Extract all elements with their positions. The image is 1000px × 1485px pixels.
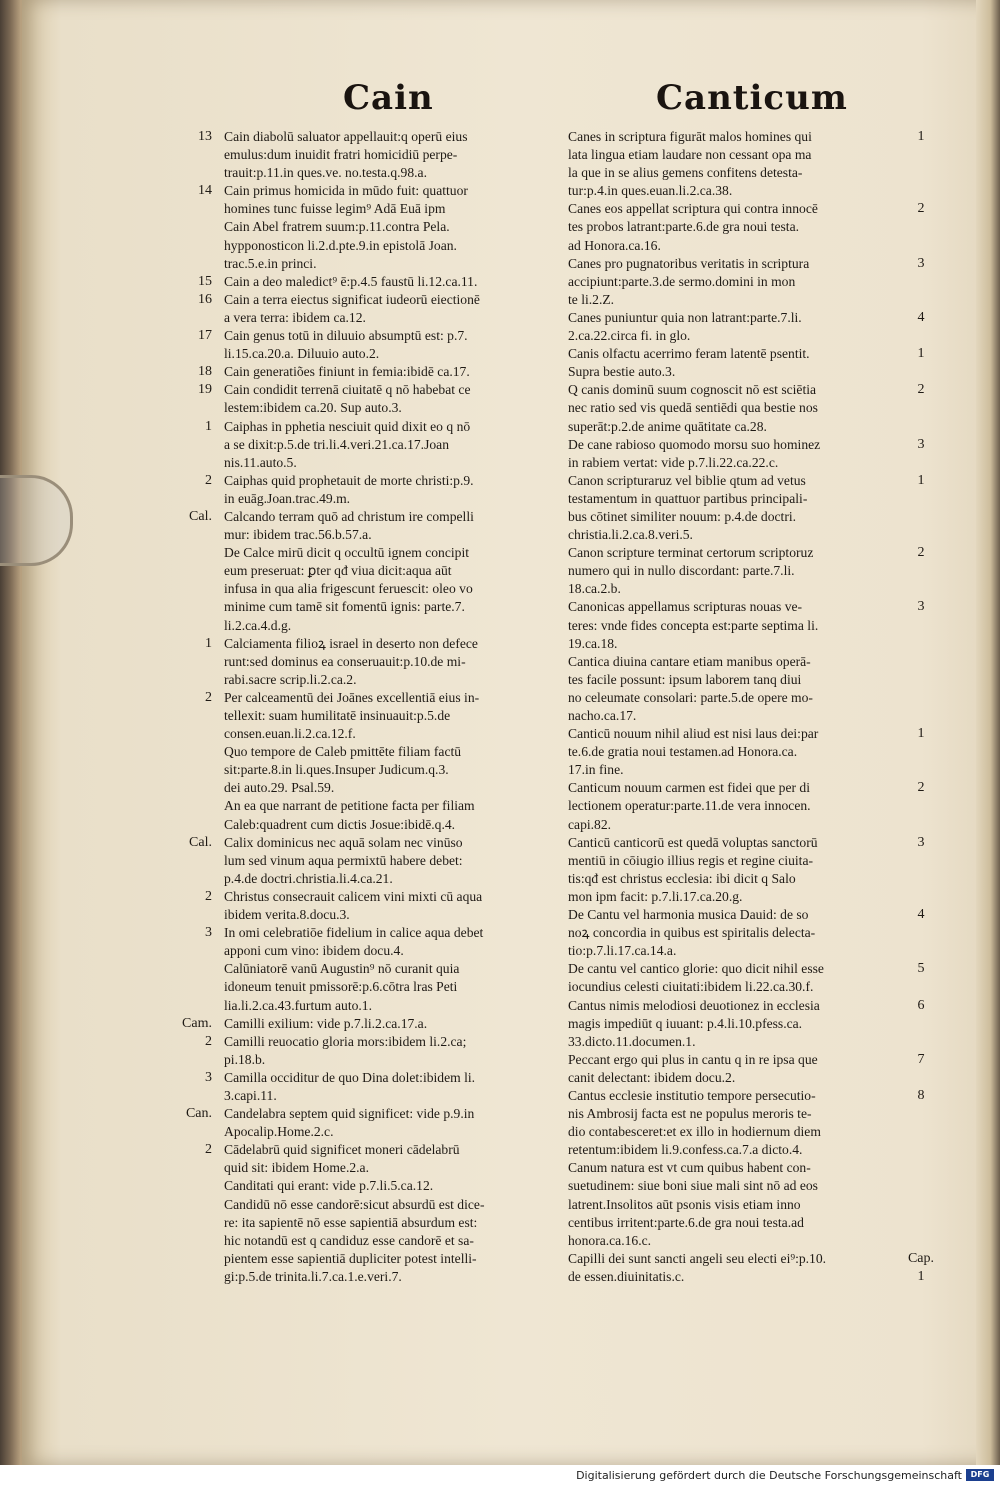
index-entry bbox=[568, 1250, 938, 1286]
index-entry bbox=[568, 725, 938, 779]
entry-number: 2 bbox=[205, 888, 212, 904]
entry-text: Calcando terram quō ad christum ire compelli mur: ibidem trac.56.b.57.a. bbox=[224, 508, 474, 543]
entry-number: 2 bbox=[205, 689, 212, 705]
index-entry bbox=[170, 327, 565, 363]
entry-number: 15 bbox=[198, 273, 212, 289]
index-entry bbox=[568, 128, 938, 200]
entry-number: 5 bbox=[917, 961, 925, 977]
entry-number: 3 bbox=[917, 255, 925, 271]
entry-number: 13 bbox=[198, 129, 212, 144]
entry-number: 2 bbox=[205, 1142, 212, 1158]
entry-text: De Cantu vel harmonia musica Dauid: de so noꝝ concordia in quibus est spiritalis delecta- tio:p.7.li.17.ca.14.a. bbox=[568, 907, 816, 959]
index-entry bbox=[170, 1196, 565, 1286]
entry-number: 3 bbox=[205, 1069, 212, 1085]
index-entry bbox=[170, 924, 565, 960]
entry-text: Canon scripture terminat certorum scriptoruz numero qui in nullo discordant: parte.7.li. 18.ca.2.b. bbox=[568, 545, 814, 597]
digitization-footer bbox=[0, 1465, 1000, 1485]
index-entry bbox=[568, 1087, 938, 1159]
entry-text: Caiphas quid prophetauit de morte christi:p.9. in euāg.Joan.trac.49.m. bbox=[224, 472, 474, 506]
index-entry bbox=[170, 291, 565, 327]
entry-text: Calciamenta filioꝝ israel in deserto non defece runt:sed dominus ea conseruauit:p.10.de mi- rabi.sacre scrip.li.2.ca.2. bbox=[224, 635, 478, 687]
entry-number: 2 bbox=[917, 780, 925, 796]
index-entry bbox=[170, 960, 565, 1014]
index-entry bbox=[568, 381, 938, 435]
entry-text: Christus consecrauit calicem vini mixti cū aqua ibidem verita.8.docu.3. bbox=[224, 888, 483, 923]
entry-text: Cain generatiões finiunt in femia:ibidē ca.17. bbox=[224, 364, 470, 380]
index-entry bbox=[568, 1051, 938, 1087]
entry-text: Calūniatorē vanū Augustin⁹ nō curanit quia idoneum tenuit pmissorē:p.6.cōtra lras Peti lia.li.2.ca.43.furtum auto.1. bbox=[224, 961, 460, 1013]
entry-text: Cain a deo maledict⁹ ē:p.4.5 faustū li.12.ca.11. bbox=[224, 273, 478, 289]
running-head-right: Canticum bbox=[656, 78, 848, 118]
entry-number: 2 bbox=[917, 201, 925, 217]
entry-text: Peccant ergo qui plus in cantu q in re ipsa que canit delectant: ibidem docu.2. bbox=[568, 1051, 818, 1085]
entry-text: Canes in scriptura figurāt malos homines qui lata lingua etiam laudare non cessant opa ma la que in se alius gemens confitens detesta- tur:p.4.in ques.euan.li.2.ca.38. bbox=[568, 129, 812, 199]
index-entry bbox=[568, 255, 938, 309]
entry-text: Cain diabolū saluator appellauit:q operū eius emulus:dum inuidit fratri homicidiū perpe- trauit:p.11.in ques.ve. no.testa.q.98.a. bbox=[224, 129, 468, 181]
index-entry bbox=[170, 363, 565, 381]
index-entry bbox=[170, 1015, 565, 1033]
entry-number: 4 bbox=[917, 309, 925, 325]
entry-text: Cain primus homicida in mūdo fuit: quattuor homines tunc fuisse legim⁹ Adā Euā ipm Cain Abel fratrem suum:p.11.contra Pela. hypponosticon li.2.d.pte.9.in epistolā Joan. trac.5.e.in princi. bbox=[224, 183, 468, 271]
index-entry bbox=[170, 128, 565, 182]
entry-text: Cantica diuina cantare etiam manibus operā- tes facile possunt: ipsum laborem tanq diui no celeumate consolari: parte.5.de opere mo- nacho.ca.17. bbox=[568, 653, 813, 723]
index-entry bbox=[170, 1177, 565, 1195]
index-entry bbox=[170, 418, 565, 472]
entry-number: 1 bbox=[205, 635, 212, 651]
funding-credit: Digitalisierung gefördert durch die Deutsche Forschungsgemeinschaft bbox=[576, 1469, 962, 1482]
index-entry bbox=[170, 544, 565, 634]
index-entry bbox=[170, 1033, 565, 1069]
entry-text: Canticū nouum nihil aliud est nisi laus dei:par te.6.de gratia noui testamen.ad Honora.ca. 17.in fine. bbox=[568, 726, 819, 778]
entry-number: Can. bbox=[185, 1106, 212, 1122]
entry-number: 1 bbox=[917, 472, 925, 488]
entry-number: 1 bbox=[205, 418, 212, 434]
entry-number: 8 bbox=[917, 1087, 925, 1103]
entry-text: Cantus ecclesie institutio tempore persecutio- nis Ambrosij facta est ne populus meroris te- dio contabesceret:et ex illo in hodiernum diem retentum:ibidem li.9.confess.ca.7.a dicto.4. bbox=[568, 1087, 821, 1158]
index-entry bbox=[170, 635, 565, 689]
index-entry bbox=[568, 309, 938, 345]
entry-text: Canes puniuntur quia non latrant:parte.7.li. 2.ca.22.circa fi. in glo. bbox=[568, 309, 802, 344]
entry-number: 2 bbox=[205, 472, 212, 488]
index-entry bbox=[170, 834, 565, 888]
index-entry bbox=[170, 1141, 565, 1177]
index-entry bbox=[170, 381, 565, 417]
entry-text: Canticum nouum carmen est fidei que per di lectionem operatur:parte.11.de vera innocen. capi.82. bbox=[568, 780, 811, 832]
entry-text: Per calceamentū dei Joānes excellentiā eius in- tellexit: suam humilitatē insinuauit:p.5.de consen.euan.li.2.ca.12.f. bbox=[224, 689, 480, 742]
entry-number: 2 bbox=[917, 545, 925, 561]
right-column bbox=[568, 128, 938, 1286]
entry-text: Canum natura est vt cum quibus habent con- suetudinem: siue boni siue mali sint nō ad eos latrent.Insolitos aūt psonis visis etiam inno centibus irritent:parte.6.de gra noui testa.ad honora.ca.16.c. bbox=[568, 1160, 818, 1248]
left-column bbox=[170, 128, 565, 1286]
index-entry bbox=[568, 1159, 938, 1249]
entry-text: De Calce mirū dicit q occultū ignem concipit eum preseruat: ꝑter qđ viua dicit:aqua aūt infusa in qua alia frigescunt feruescit: oleo vo minime cum tamē sit fomentū ignis: parte.7. li.2.ca.4.d.g. bbox=[224, 545, 473, 633]
index-entry bbox=[170, 797, 565, 833]
index-entry bbox=[568, 598, 938, 652]
entry-text: Canticū canticorū est quedā voluptas sanctorū mentiū in cōiugio illius regis et regine ciuita- tis:qđ est christus ecclesia: ibi dicit q Salo mon ipm facit: p.7.li.17.ca.20.g. bbox=[568, 834, 818, 904]
entry-number: Cam. bbox=[182, 1015, 212, 1031]
entry-text: Calix dominicus nec aquā solam nec vinūso lum sed vinum aqua permixtū habere debet: p.4.de doctri.christia.li.4.ca.21. bbox=[224, 834, 463, 886]
entry-text: Candidū nō esse candorē:sicut absurdū est dice- re: ita sapientē nō esse sapientiā absurdum est: hic notandū est q candiduz esse candorē et sa- pientem esse sapientiā dupliciter potest intelli- gi:p.5.de trinita.li.7.ca.1.e.veri.7. bbox=[224, 1196, 485, 1284]
entry-text: Camilli reuocatio gloria mors:ibidem li.2.ca; pi.18.b. bbox=[224, 1033, 467, 1067]
entry-number: Cap. 1 bbox=[907, 1250, 935, 1284]
index-entry bbox=[568, 997, 938, 1051]
entry-number: Cal. bbox=[189, 508, 212, 524]
entry-number: 1 bbox=[917, 726, 925, 742]
index-entry bbox=[170, 689, 565, 743]
entry-number: 3 bbox=[917, 834, 925, 850]
index-entry bbox=[568, 472, 938, 544]
index-entry bbox=[170, 1069, 565, 1105]
index-entry bbox=[170, 472, 565, 508]
index-entry bbox=[568, 779, 938, 833]
entry-number: 7 bbox=[917, 1051, 925, 1067]
entry-text: Canon scripturaruz vel biblie qtum ad vetus testamentum in quattuor partibus principali- bus cōtinet similiter nouum: p.4.de doctri. christia.li.2.ca.8.veri.5. bbox=[568, 472, 808, 543]
entry-text: De cantu vel cantico glorie: quo dicit nihil esse iocundius celesti ciuitati:ibidem li.22.ca.30.f. bbox=[568, 961, 824, 995]
index-entry bbox=[170, 273, 565, 291]
entry-text: Camilli exilium: vide p.7.li.2.ca.17.a. bbox=[224, 1015, 428, 1031]
entry-number: 14 bbox=[198, 183, 212, 199]
entry-text: Candelabra septem quid significet: vide p.9.in Apocalip.Home.2.c. bbox=[224, 1106, 475, 1140]
index-entry bbox=[568, 834, 938, 906]
entry-number: 17 bbox=[198, 328, 212, 344]
entry-number: 3 bbox=[205, 925, 212, 941]
entry-text: Caiphas in pphetia nesciuit quid dixit eo q nō a se dixit:p.5.de tri.li.4.veri.21.ca.17.Joan nis.11.auto.5. bbox=[224, 418, 471, 470]
entry-text: In omi celebratiōe fidelium in calice aqua debet apponi cum vino: ibidem docu.4. bbox=[224, 925, 484, 959]
entry-number: 2 bbox=[917, 382, 925, 398]
index-entry bbox=[170, 1105, 565, 1141]
entry-number: 2 bbox=[205, 1033, 212, 1049]
entry-number: 16 bbox=[198, 291, 212, 307]
index-entry bbox=[170, 182, 565, 272]
index-entry bbox=[568, 906, 938, 960]
entry-text: Canes eos appellat scriptura qui contra innocē tes probos latrant:parte.6.de gra noui testa. ad Honora.ca.16. bbox=[568, 201, 818, 253]
entry-number: 18 bbox=[198, 364, 212, 380]
entry-number: 6 bbox=[917, 997, 925, 1013]
entry-text: Cādelabrū quid significet moneri cādelabrū quid sit: ibidem Home.2.a. bbox=[224, 1142, 460, 1176]
index-entry bbox=[170, 888, 565, 924]
entry-number: 3 bbox=[917, 436, 925, 452]
index-entry bbox=[568, 544, 938, 598]
index-entry bbox=[568, 960, 938, 996]
entry-text: Cain a terra eiectus significat iudeorū eiectionē a vera terra: ibidem ca.12. bbox=[224, 291, 480, 325]
entry-number: 1 bbox=[917, 129, 925, 144]
entry-number: 19 bbox=[198, 382, 212, 398]
index-entry bbox=[568, 345, 938, 381]
entry-number: 3 bbox=[917, 599, 925, 615]
entry-text: Cain condidit terrenā ciuitatē q nō habebat ce lestem:ibidem ca.20. Sup auto.3. bbox=[224, 382, 471, 416]
page-edge bbox=[976, 0, 1000, 1465]
entry-text: Quo tempore de Caleb pmittēte filiam factū sit:parte.8.in li.ques.Insuper Judicum.q.3. dei auto.29. Psal.59. bbox=[224, 744, 462, 796]
entry-text: Cantus nimis melodiosi deuotionez in ecclesia magis impediūt q iuuant: p.4.li.10.pfess.ca. 33.dicto.11.documen.1. bbox=[568, 997, 820, 1049]
entry-number: 4 bbox=[917, 907, 925, 923]
entry-text: An ea que narrant de petitione facta per filiam Caleb:quadrent cum dictis Josue:ibidē.q.4. bbox=[224, 798, 475, 832]
entry-text: Canonicas appellamus scripturas nouas ve- teres: vnde fides concepta est:parte septima li. 19.ca.18. bbox=[568, 599, 819, 651]
entry-text: Canis olfactu acerrimo feram latentē psentit. Supra bestie auto.3. bbox=[568, 346, 810, 380]
entry-text: De cane rabioso quomodo morsu suo hominez in rabiem vertat: vide p.7.li.22.ca.22.c. bbox=[568, 436, 821, 470]
index-entry bbox=[568, 436, 938, 472]
entry-text: Camilla occiditur de quo Dina dolet:ibidem li. 3.capi.11. bbox=[224, 1069, 476, 1103]
index-entry bbox=[568, 200, 938, 254]
entry-text: Canes pro pugnatoribus veritatis in scriptura accipiunt:parte.3.de sermo.domini in mon te li.2.Z. bbox=[568, 255, 810, 307]
entry-text: Cain genus totū in diluuio absumptū est: p.7. li.15.ca.20.a. Diluuio auto.2. bbox=[224, 328, 468, 362]
entry-text: Q canis dominū suum cognoscit nō est sciētia nec ratio sed vis quedā sentiēdi qua bestie nos superāt:p.2.de anime quātitate ca.28. bbox=[568, 382, 818, 434]
running-head-left: Cain bbox=[343, 78, 434, 118]
entry-number: 1 bbox=[917, 346, 925, 362]
dfg-logo: DFG bbox=[966, 1469, 994, 1481]
entry-number: Cal. bbox=[189, 834, 212, 850]
entry-text: Capilli dei sunt sancti angeli seu electi ei⁹:p.10. de essen.diuinitatis.c. bbox=[568, 1250, 827, 1284]
index-entry bbox=[170, 743, 565, 797]
entry-text: Canditati qui erant: vide p.7.li.5.ca.12. bbox=[224, 1178, 434, 1194]
index-entry bbox=[568, 653, 938, 725]
index-entry bbox=[170, 508, 565, 544]
